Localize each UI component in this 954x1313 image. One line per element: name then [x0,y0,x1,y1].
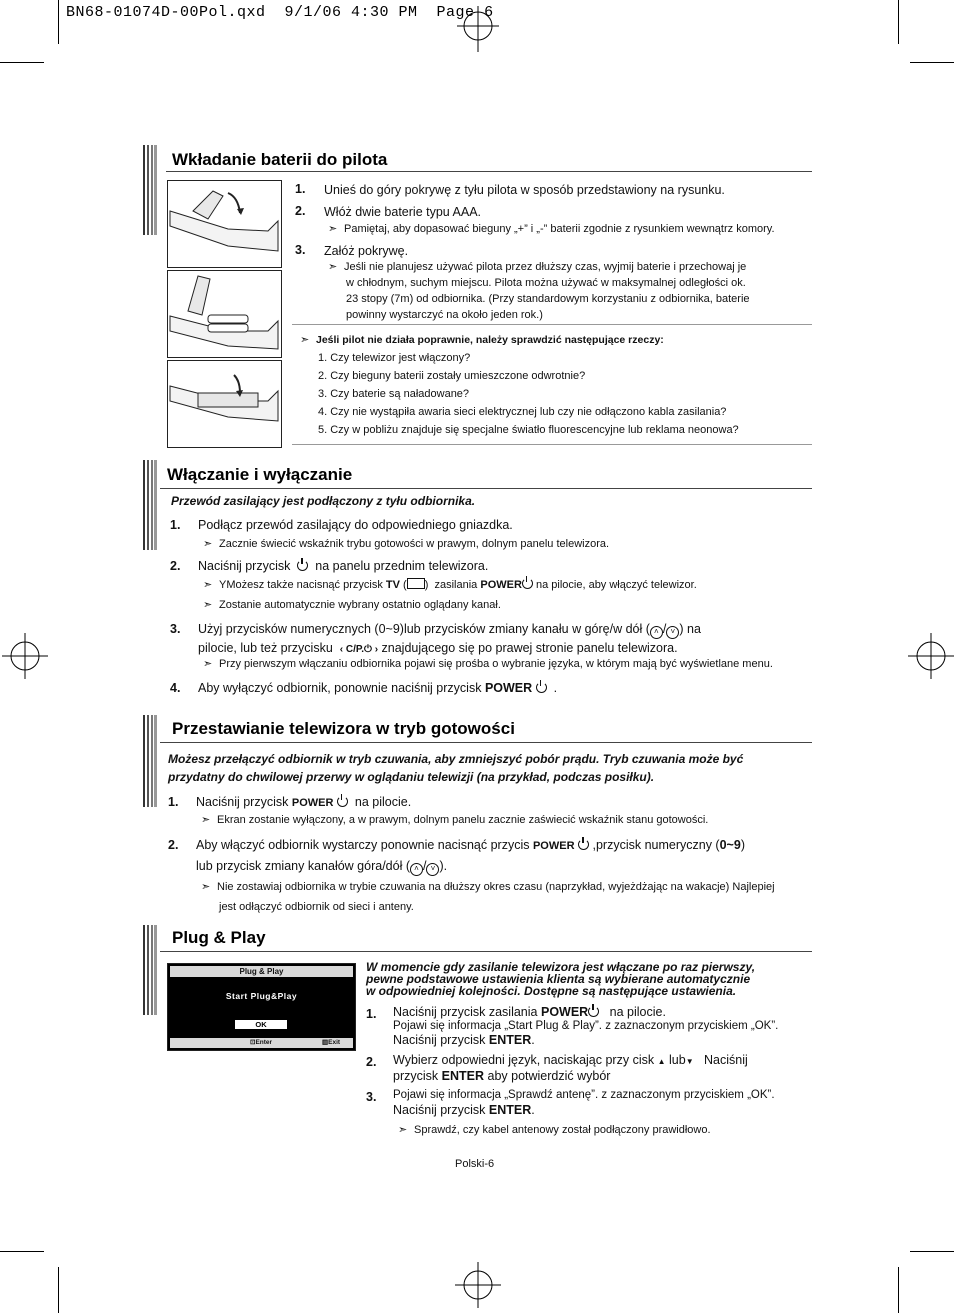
standby-step-1: Naciśnij przycisk POWER na pilocie. [196,795,412,809]
step-number: 3. [366,1090,377,1104]
step-number: 2. [170,559,181,573]
power-icon [536,682,547,693]
channel-up-icon: ˄ [650,626,663,639]
battery-step-3: Załóż pokrywę. [324,244,409,258]
registration-mark-bottom [455,1262,501,1308]
remote-open-cover-image [167,180,282,268]
section-title: Włączanie i wyłączanie [167,465,353,484]
step-number: 1. [170,518,181,532]
note-arrow-icon: ➣ [328,261,338,273]
step-number: 1. [366,1007,377,1021]
crop-mark [910,1251,954,1252]
note-arrow-icon: ➣ [328,223,338,235]
crop-mark [0,1251,44,1252]
power-step-4: Aby wyłączyć odbiornik, ponownie naciśnij przycisk POWER . [198,681,558,695]
power-step-3-note: ➣ Przy pierwszym włączaniu odbiornika pojawi się prośba o wybranie języka, w którym mają być wyświetlane menu. [203,658,773,670]
standby-step-1-note: ➣ Ekran zostanie wyłączony, a w prawym, dolnym panelu zacznie zaświecić wskaźnik stanu gotowości. [201,814,709,826]
note-arrow-icon: ➣ [203,599,213,611]
file-header: BN68-01074D-00Pol.qxd 9/1/06 4:30 PM Page 6 [66,4,494,21]
step-number: 1. [168,795,179,809]
osd-exit-hint: ▥Exit [322,1039,341,1046]
step-number: 2. [295,204,306,218]
registration-mark-left [2,633,48,679]
battery-step-2-note: ➣ Pamiętaj, aby dopasować bieguny „+” i „-” baterii zgodnie z rysunkiem wewnątrz komory. [328,223,775,235]
osd-enter-hint: ⊡Enter [250,1039,273,1046]
section-intro: Możesz przełączyć odbiornik w tryb czuwania, aby zmniejszyć pobór prądu. Tryb czuwania może być przydatny do chwilowej przerwy w oglądaniu telewizji (na przykład, podczas posiłku). [168,752,744,784]
section-intro: Przewód zasilający jest podłączony z tyłu odbiornika. [171,494,476,508]
section-bar [143,145,157,235]
troubleshoot-list: ➣ Jeśli pilot nie działa poprawnie, należy sprawdzić następujące rzeczy: 1. Czy telewizor jest włączony? 2. Czy bieguny baterii zostały umieszczone odwrotnie? 3. Czy baterie są naładowane? 4. Czy nie wystąpiła awaria sieci elektrycznej lub czy nie odłączono kabla zasilania? 5. Czy w pobliżu znajduje się specjalne światło fluorescencyjne lub reklama neonowa? [300,334,739,436]
battery-step-3-note: ➣ Jeśli nie planujesz używać pilota przez dłuższy czas, wyjmij baterie i przechowaj je w chłodnym, suchym miejscu. Pilota można używać w maksymalnej odległości ok. 23 stopy (7m) od odbiornika. (Przy standardowym korzystaniu z odbiornika, baterie powinny wystarczyć na około jeden rok.) [328,261,750,321]
note-arrow-icon: ➣ [203,658,213,670]
remote-close-cover-image [167,360,282,448]
step-number: 1. [295,182,306,196]
power-step-2-note-2: ➣ Zostanie automatycznie wybrany ostatnio oglądany kanał. [203,599,501,611]
note-arrow-icon: ➣ [300,334,310,346]
step-number: 3. [170,622,181,636]
plug-and-play-osd-screen [167,963,356,1051]
plug-step-1: Naciśnij przycisk zasilania POWER na pilocie. Pojawi się informacja „Start Plug & Play”. z zaznaczonym przyciskiem „OK”. Naciśnij przycisk ENTER. [393,1005,779,1047]
power-step-1-note: ➣ Zacznie świecić wskaźnik trybu gotowości w prawym, dolnym panelu telewizora. [203,538,610,550]
power-step-3: Użyj przycisków numerycznych (0~9)lub przycisków zmiany kanału w górę/w dół ( ˄ / ˅ ) na pilocie, lub też przycisku ‹ C/P.⏻ › znajdującego się po prawej stronie panelu telewizora. [198,622,701,655]
section-title: Wkładanie baterii do pilota [172,150,388,169]
power-step-2: Naciśnij przycisk na panelu przednim telewizora. [198,559,489,573]
section-bar [143,925,157,1015]
page-number: Polski-6 [455,1158,495,1170]
standby-step-2: Aby włączyć odbiornik wystarczy ponownie nacisnąć przycis POWER ,przycisk numeryczny (0~9) lub przycisk zmiany kanałów góra/dół ( ˄ / ˅ ). [196,836,806,876]
channel-down-icon: ˅ [666,626,679,639]
power-step-1: Podłącz przewód zasilający do odpowiedniego gniazdka. [198,518,513,532]
section-rule [160,951,812,952]
divider [292,324,812,325]
crop-mark [910,62,954,63]
battery-step-1: Unieś do góry pokrywę z tyłu pilota w sposób przedstawiony na rysunku. [324,183,725,197]
note-arrow-icon: ➣ [201,814,211,826]
crop-mark [58,0,59,44]
tv-button-icon [407,578,425,589]
section-title: Przestawianie telewizora w tryb gotowości [172,719,515,738]
section-rule [160,742,812,743]
osd-message: Start Plug&Play [225,991,298,1001]
power-icon [297,560,308,571]
plug-step-3: Pojawi się informacja „Sprawdź antenę”. z zaznaczonym przyciskiem „OK”. Naciśnij przycisk ENTER. [393,1089,775,1117]
power-step-2-note-1: ➣ YMożesz także nacisnąć przycisk TV ( ) zasilania POWER na pilocie, aby włączyć telewizor. [203,579,697,591]
divider [292,444,812,445]
registration-mark-right [908,633,954,679]
channel-up-icon: ˄ [410,863,423,876]
power-icon [578,839,589,850]
note-arrow-icon: ➣ [398,1124,408,1136]
power-icon [588,1006,599,1017]
channel-down-icon: ˅ [426,863,439,876]
step-number: 4. [170,681,181,695]
crop-mark [898,1267,899,1313]
channel-button-icon: ‹ C/P.⏻ › [339,644,379,655]
plug-step-3-note: ➣ Sprawdź, czy kabel antenowy został podłączony prawidłowo. [398,1124,711,1136]
section-rule [160,488,812,489]
crop-mark [898,0,899,44]
section-title: Plug & Play [172,928,266,947]
power-icon [522,578,533,589]
up-triangle-icon: ▲ [657,1057,666,1066]
osd-footer-bar [170,1038,353,1048]
section-intro: W momencie gdy zasilanie telewizora jest włączane po raz pierwszy, pewne podstawowe ustawienia klienta są wybierane automatycznie w odpowiedniej kolejności. Dostępne są następujące ustawienia. [366,960,756,998]
battery-step-2: Włóż dwie baterie typu AAA. [324,205,482,219]
crop-mark [58,1267,59,1313]
down-triangle-icon: ▼ [685,1057,694,1066]
step-number: 3. [295,243,306,257]
note-arrow-icon: ➣ [203,538,213,550]
note-arrow-icon: ➣ [203,579,213,591]
plug-step-2: Wybierz odpowiedni język, naciskając przy cisk ▲ lub▼ Naciśnij przycisk ENTER aby potwierdzić wybór [393,1053,748,1083]
step-number: 2. [168,838,179,852]
crop-mark [0,62,44,63]
step-number: 2. [366,1055,377,1069]
standby-step-2-note: ➣ Nie zostawiaj odbiornika w trybie czuwania na dłuższy okres czasu (naprzykład, wyjeżdżając na wakacje) Najlepiej jest odłączyć odbiornik od sieci i anteny. [201,877,811,917]
note-arrow-icon: ➣ [201,881,211,893]
osd-title-bar: Plug & Play [170,966,353,977]
power-icon [337,796,348,807]
remote-insert-batteries-image [167,270,282,358]
section-rule [166,171,812,172]
osd-ok-button[interactable]: OK [235,1020,287,1029]
section-bar [143,715,157,807]
section-bar [143,460,157,550]
